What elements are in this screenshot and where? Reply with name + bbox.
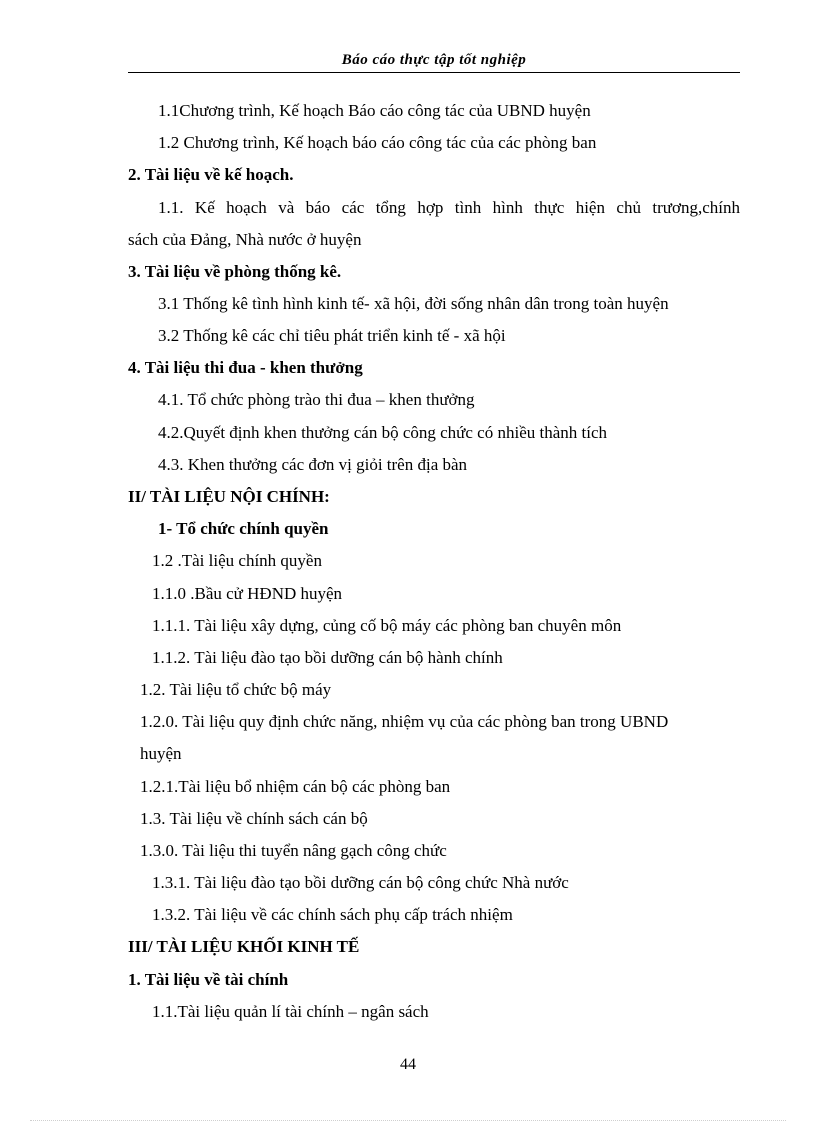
text-line: 1.2. Tài liệu tổ chức bộ máy bbox=[140, 680, 332, 699]
text-line: 1.1.Tài liệu quản lí tài chính – ngân sách bbox=[152, 1002, 429, 1021]
text-line: 1.2.1.Tài liệu bổ nhiệm cán bộ các phòng ban bbox=[140, 777, 451, 796]
text-line: 1.3.2. Tài liệu về các chính sách phụ cấp trách nhiệm bbox=[152, 905, 513, 924]
text-line: 1.1Chương trình, Kế hoạch Báo cáo công tác của UBND huyện bbox=[158, 101, 591, 120]
subsection-heading: 1- Tổ chức chính quyền bbox=[158, 519, 329, 538]
section-heading: 1. Tài liệu về tài chính bbox=[128, 970, 289, 989]
text-line: 1.1. Kế hoạch và báo các tổng hợp tình hình thực hiện chủ trương,chính bbox=[158, 198, 740, 217]
page-header-title: Báo cáo thực tập tốt nghiệp bbox=[341, 52, 527, 68]
section-heading: 4. Tài liệu thi đua - khen thưởng bbox=[128, 358, 363, 377]
page-edge-rule bbox=[30, 1120, 786, 1121]
text-line: 4.2.Quyết định khen thưởng cán bộ công chức có nhiều thành tích bbox=[158, 423, 608, 442]
section-heading: II/ TÀI LIỆU NỘI CHÍNH: bbox=[128, 487, 330, 506]
text-line: 1.1.1. Tài liệu xây dựng, củng cố bộ máy các phòng ban chuyên môn bbox=[152, 616, 622, 635]
header-rule bbox=[128, 72, 740, 73]
text-line: 1.2.0. Tài liệu quy định chức năng, nhiệm vụ của các phòng ban trong UBND bbox=[140, 712, 669, 731]
section-heading: 2. Tài liệu về kế hoạch. bbox=[128, 165, 294, 184]
text-line: 1.2 Chương trình, Kế hoạch báo cáo công tác của các phòng ban bbox=[158, 133, 597, 152]
text-line: 4.1. Tổ chức phòng trào thi đua – khen thưởng bbox=[158, 390, 475, 409]
section-heading: 3. Tài liệu về phòng thống kê. bbox=[128, 262, 342, 281]
text-line: 1.1.0 .Bầu cử HĐND huyện bbox=[152, 584, 343, 603]
text-line: sách của Đảng, Nhà nước ở huyện bbox=[128, 230, 362, 249]
text-line: 1.2 .Tài liệu chính quyền bbox=[152, 551, 322, 570]
text-line: huyện bbox=[140, 744, 182, 763]
text-line: 1.3.1. Tài liệu đào tạo bồi dưỡng cán bộ công chức Nhà nước bbox=[152, 873, 569, 892]
text-line: 4.3. Khen thưởng các đơn vị giỏi trên địa bàn bbox=[158, 455, 468, 474]
text-line: 1.1.2. Tài liệu đào tạo bồi dưỡng cán bộ hành chính bbox=[152, 648, 503, 667]
section-heading: III/ TÀI LIỆU KHỐI KINH TẾ bbox=[128, 937, 360, 956]
text-line: 1.3.0. Tài liệu thi tuyển nâng gạch công chức bbox=[140, 841, 447, 860]
text-line: 3.1 Thống kê tình hình kinh tế- xã hội, đời sống nhân dân trong toàn huyện bbox=[158, 294, 669, 313]
text-line: 3.2 Thống kê các chỉ tiêu phát triển kinh tế - xã hội bbox=[158, 326, 506, 345]
page-number: 44 bbox=[400, 1056, 416, 1073]
text-line: 1.3. Tài liệu về chính sách cán bộ bbox=[140, 809, 368, 828]
